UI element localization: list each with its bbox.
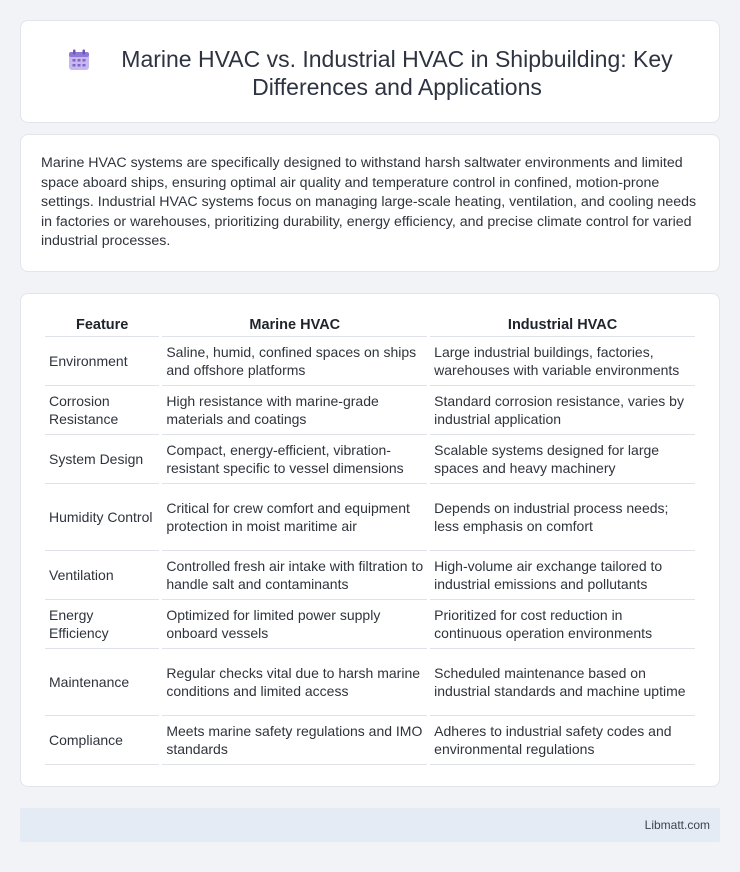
feature-cell: Compliance bbox=[45, 716, 159, 765]
table-row bbox=[45, 484, 695, 551]
header-feature: Feature bbox=[45, 310, 159, 337]
footer bbox=[20, 808, 720, 842]
header-industrial: Industrial HVAC bbox=[430, 310, 695, 337]
feature-cell: Corrosion Resistance bbox=[45, 386, 159, 435]
table-header-row bbox=[45, 310, 695, 337]
industrial-cell: Scalable systems designed for large spaces and heavy machinery bbox=[430, 435, 695, 484]
industrial-cell: Adheres to industrial safety codes and environmental regulations bbox=[430, 716, 695, 765]
marine-cell: Controlled fresh air intake with filtration to handle salt and contaminants bbox=[162, 551, 427, 600]
header-marine: Marine HVAC bbox=[162, 310, 427, 337]
feature-cell: Environment bbox=[45, 337, 159, 386]
industrial-cell: High-volume air exchange tailored to industrial emissions and pollutants bbox=[430, 551, 695, 600]
table-row bbox=[45, 337, 695, 386]
intro-card bbox=[20, 134, 720, 272]
marine-cell: Regular checks vital due to harsh marine conditions and limited access bbox=[162, 649, 427, 716]
marine-cell: Optimized for limited power supply onboard vessels bbox=[162, 600, 427, 649]
page-title: Marine HVAC vs. Industrial HVAC in Shipbuilding: Key Differences and Applications bbox=[121, 46, 673, 100]
industrial-cell: Large industrial buildings, factories, warehouses with variable environments bbox=[430, 337, 695, 386]
marine-cell: High resistance with marine-grade materials and coatings bbox=[162, 386, 427, 435]
table-row bbox=[45, 386, 695, 435]
table-row bbox=[45, 551, 695, 600]
industrial-cell: Depends on industrial process needs; less emphasis on comfort bbox=[430, 484, 695, 551]
industrial-cell: Standard corrosion resistance, varies by industrial application bbox=[430, 386, 695, 435]
table-row bbox=[45, 649, 695, 716]
comparison-table bbox=[42, 310, 698, 765]
feature-cell: Energy Efficiency bbox=[45, 600, 159, 649]
comparison-card bbox=[20, 293, 720, 787]
feature-cell: Maintenance bbox=[45, 649, 159, 716]
marine-cell: Compact, energy-efficient, vibration-resistant specific to vessel dimensions bbox=[162, 435, 427, 484]
table-row bbox=[45, 435, 695, 484]
marine-cell: Meets marine safety regulations and IMO standards bbox=[162, 716, 427, 765]
feature-cell: System Design bbox=[45, 435, 159, 484]
title-card bbox=[20, 20, 720, 123]
feature-cell: Humidity Control bbox=[45, 484, 159, 551]
industrial-cell: Scheduled maintenance based on industrial standards and machine uptime bbox=[430, 649, 695, 716]
industrial-cell: Prioritized for cost reduction in continuous operation environments bbox=[430, 600, 695, 649]
marine-cell: Saline, humid, confined spaces on ships and offshore platforms bbox=[162, 337, 427, 386]
table-row bbox=[45, 600, 695, 649]
footer-site-link[interactable]: Libmatt.com bbox=[644, 818, 710, 832]
feature-cell: Ventilation bbox=[45, 551, 159, 600]
marine-cell: Critical for crew comfort and equipment protection in moist maritime air bbox=[162, 484, 427, 551]
intro-paragraph: Marine HVAC systems are specifically designed to withstand harsh saltwater environments and limited space aboard ships, ensuring optimal air quality and temperature control in confined, motion-prone settings. Industrial HVAC systems focus on managing large-scale heating, ventilation, and cooling needs in factories or warehouses, prioritizing durability, energy efficiency, and precise climate control for varied industrial processes. bbox=[41, 155, 697, 250]
table-row bbox=[45, 716, 695, 765]
